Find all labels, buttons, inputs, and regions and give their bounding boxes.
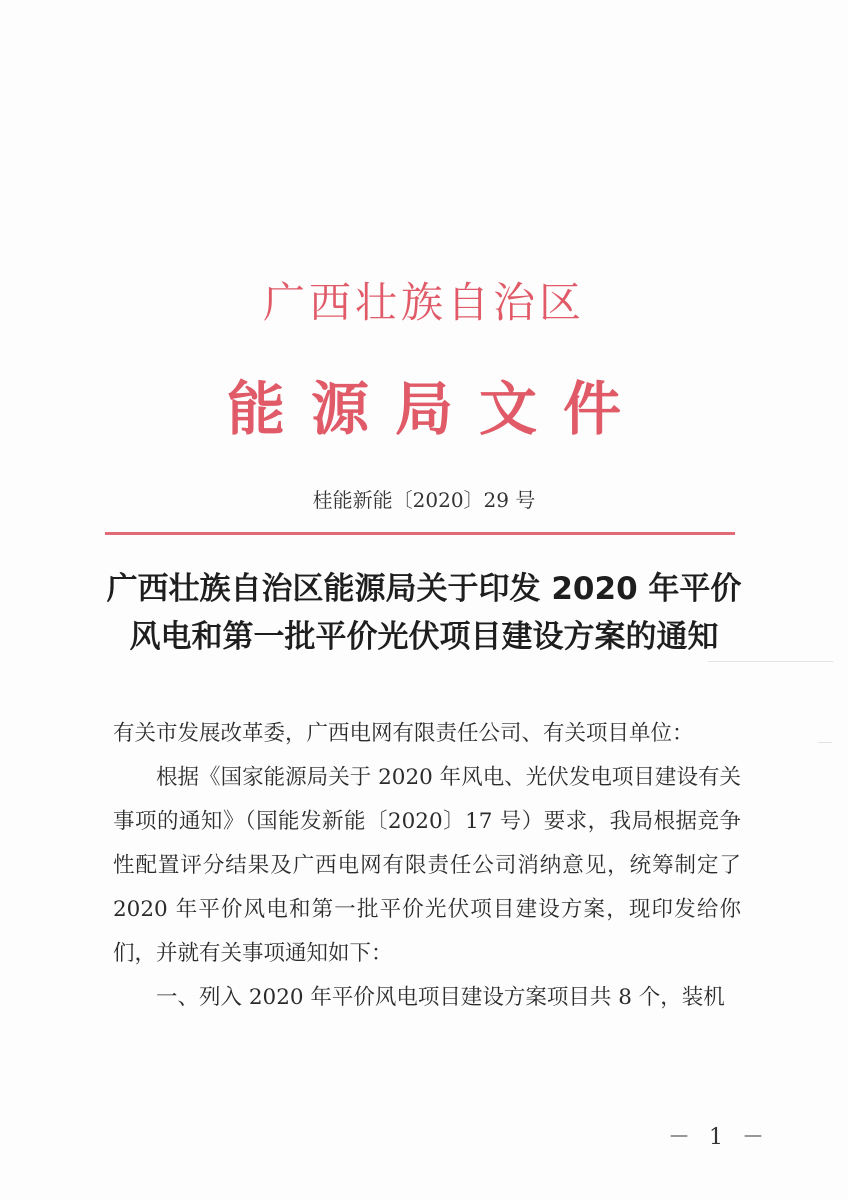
document-number: 桂能新能〔2020〕29 号 xyxy=(312,488,536,512)
document-title-line-1: 广西壮族自治区能源局关于印发 2020 年平价 xyxy=(106,571,742,607)
issuer-name: 广西壮族自治区 xyxy=(262,278,585,327)
document-title-line-2: 风电和第一批平价光伏项目建设方案的通知 xyxy=(129,619,719,655)
body-paragraph-1: 根据《国家能源局关于 2020 年风电、光伏发电项目建设有关事项的通知》（国能发新能〔2020〕17 号）要求，我局根据竞争性配置评分结果及广西电网有限责任公司消纳意见，统筹制定了 2020 年平价风电和第一批平价光伏项目建设方案，现印发给你们，并就有关事项通知如下： xyxy=(113,765,741,966)
recipients-line: 有关市发展改革委，广西电网有限责任公司、有关项目单位： xyxy=(113,721,694,746)
body-paragraph-2: 一、列入 2020 年平价风电项目建设方案项目共 8 个，装机 xyxy=(156,985,725,1010)
scan-artifact xyxy=(818,742,832,743)
red-separator-line xyxy=(105,532,735,535)
page-number: － 1 － xyxy=(668,1125,770,1150)
document-title xyxy=(0,565,848,661)
document-body xyxy=(113,712,741,1020)
scan-artifact xyxy=(708,661,833,662)
document-type-heading: 能源局文件 xyxy=(226,375,647,443)
